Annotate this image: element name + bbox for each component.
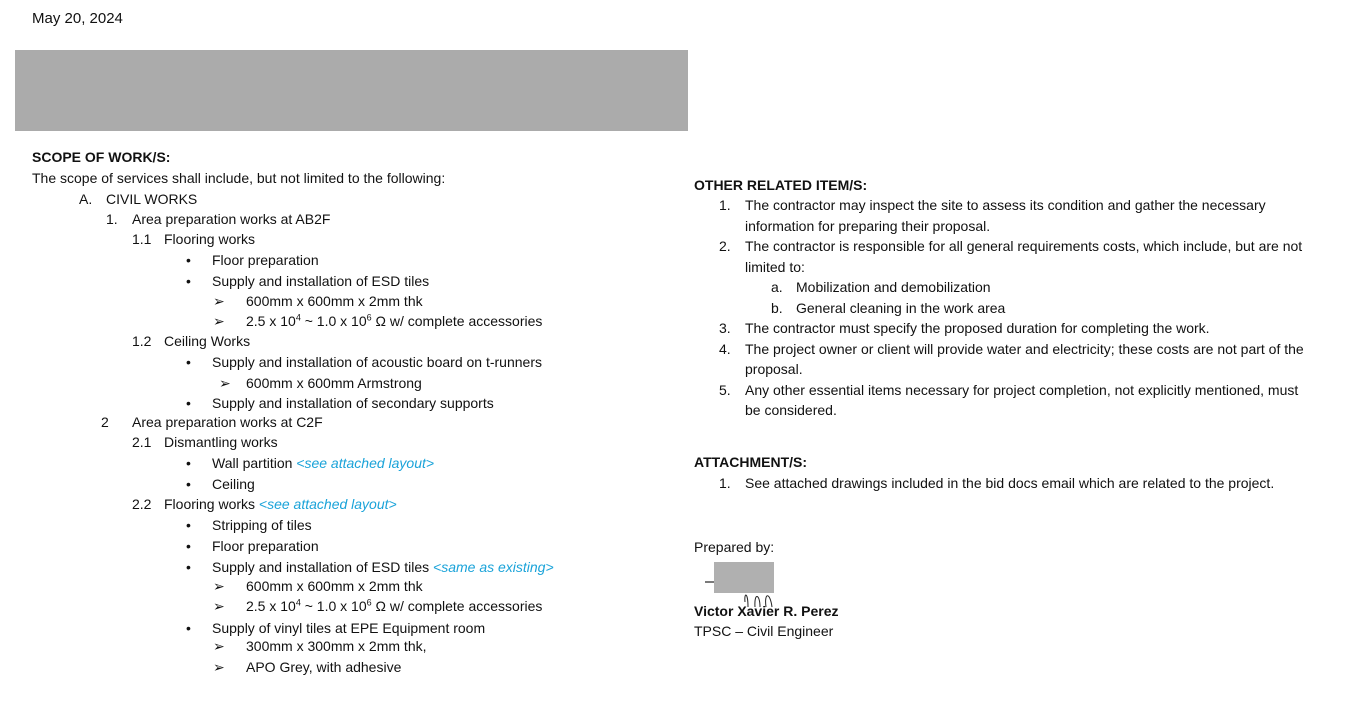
list-item-continuation: proposal. (745, 361, 803, 377)
bullet-icon: • (186, 476, 191, 492)
list-item: Floor preparation (212, 538, 319, 554)
item2-2-label: Flooring works <see attached layout> (164, 496, 397, 512)
list-marker: b. (771, 300, 783, 316)
bullet-icon: • (186, 517, 191, 533)
list-marker: 1.1 (132, 231, 152, 247)
layout-reference-note: <see attached layout> (258, 496, 397, 512)
list-item: Supply and installation of secondary supports (212, 395, 494, 411)
list-marker: 3. (719, 320, 731, 336)
list-marker: a. (771, 279, 783, 295)
list-item: Floor preparation (212, 252, 319, 268)
list-item: 600mm x 600mm x 2mm thk (246, 293, 423, 309)
list-item: Wall partition <see attached layout> (212, 455, 435, 471)
list-item-continuation: limited to: (745, 259, 805, 275)
arrow-bullet-icon: ➢ (213, 659, 225, 675)
section-a-label: CIVIL WORKS (106, 191, 198, 207)
list-item: Supply and installation of acoustic board on t-runners (212, 354, 542, 370)
list-marker: 5. (719, 382, 731, 398)
list-item: 2.5 x $10^4$ ~ 1.0 x $10^6$ Ω w/ complete accessories (246, 597, 543, 614)
list-item: Supply of vinyl tiles at EPE Equipment room (212, 620, 486, 636)
bullet-icon: • (186, 620, 191, 636)
bullet-icon: • (186, 455, 191, 471)
signatory-title: TPSC – Civil Engineer (694, 623, 834, 639)
bullet-icon: • (186, 395, 191, 411)
list-item: Any other essential items necessary for project completion, not explicitly mentioned, must (745, 382, 1299, 398)
list-item: The contractor may inspect the site to assess its condition and gather the necessary (745, 197, 1266, 213)
bullet-icon: • (186, 273, 191, 289)
list-item: The contractor must specify the proposed duration for completing the work. (745, 320, 1210, 336)
list-item: The project owner or client will provide water and electricity; these costs are not part of the (745, 341, 1304, 357)
list-item: See attached drawings included in the bid docs email which are related to the project. (745, 475, 1275, 491)
scope-intro: The scope of services shall include, but not limited to the following: (32, 170, 446, 186)
layout-reference-note: <see attached layout> (296, 455, 435, 471)
item1-2-label: Ceiling Works (164, 333, 251, 349)
arrow-bullet-icon: ➢ (213, 578, 225, 594)
redacted-signature (714, 562, 774, 593)
item2-label: Area preparation works at C2F (132, 414, 323, 430)
list-item: APO Grey, with adhesive (246, 659, 402, 675)
item1-label: Area preparation works at AB2F (132, 211, 331, 227)
arrow-bullet-icon: ➢ (213, 598, 225, 614)
list-marker: 2.1 (132, 434, 152, 450)
list-item: Supply and installation of ESD tiles <same as existing> (212, 559, 554, 575)
item1-1-label: Flooring works (164, 231, 256, 247)
redacted-header-block (15, 50, 688, 131)
list-item: Supply and installation of ESD tiles (212, 273, 430, 289)
other-heading: OTHER RELATED ITEM/S: (694, 177, 868, 193)
list-item: The contractor is responsible for all general requirements costs, which include, but are not (745, 238, 1303, 254)
signatory-name: Victor Xavier R. Perez (694, 603, 839, 619)
list-item: 600mm x 600mm Armstrong (246, 375, 422, 391)
list-marker: 2. (719, 238, 731, 254)
list-marker: 2.2 (132, 496, 152, 512)
list-item: 2.5 x $10^4$ ~ 1.0 x $10^6$ Ω w/ complete accessories (246, 312, 543, 329)
bullet-icon: • (186, 538, 191, 554)
bullet-icon: • (186, 559, 191, 575)
list-item: 600mm x 600mm x 2mm thk (246, 578, 423, 594)
list-item-continuation: information for preparing their proposal. (745, 218, 991, 234)
list-item-continuation: be considered. (745, 402, 837, 418)
list-marker: A. (79, 191, 93, 207)
list-item: Ceiling (212, 476, 255, 492)
existing-reference-note: <same as existing> (433, 559, 554, 575)
list-marker: 1.2 (132, 333, 152, 349)
arrow-bullet-icon: ➢ (213, 313, 225, 329)
list-marker: 2 (101, 414, 109, 430)
list-item: Mobilization and demobilization (796, 279, 991, 295)
list-marker: 1. (106, 211, 118, 227)
arrow-bullet-icon: ➢ (219, 375, 231, 391)
attachments-heading: ATTACHMENT/S: (694, 454, 808, 470)
list-item: 300mm x 300mm x 2mm thk, (246, 638, 427, 654)
list-item: General cleaning in the work area (796, 300, 1006, 316)
scope-heading: SCOPE OF WORK/S: (32, 149, 171, 165)
item2-1-label: Dismantling works (164, 434, 278, 450)
arrow-bullet-icon: ➢ (213, 293, 225, 309)
bullet-icon: • (186, 354, 191, 370)
list-marker: 1. (719, 475, 731, 491)
document-date: May 20, 2024 (32, 10, 123, 27)
arrow-bullet-icon: ➢ (213, 638, 225, 654)
list-marker: 1. (719, 197, 731, 213)
bullet-icon: • (186, 252, 191, 268)
list-marker: 4. (719, 341, 731, 357)
prepared-by-label: Prepared by: (694, 539, 775, 555)
list-item: Stripping of tiles (212, 517, 312, 533)
